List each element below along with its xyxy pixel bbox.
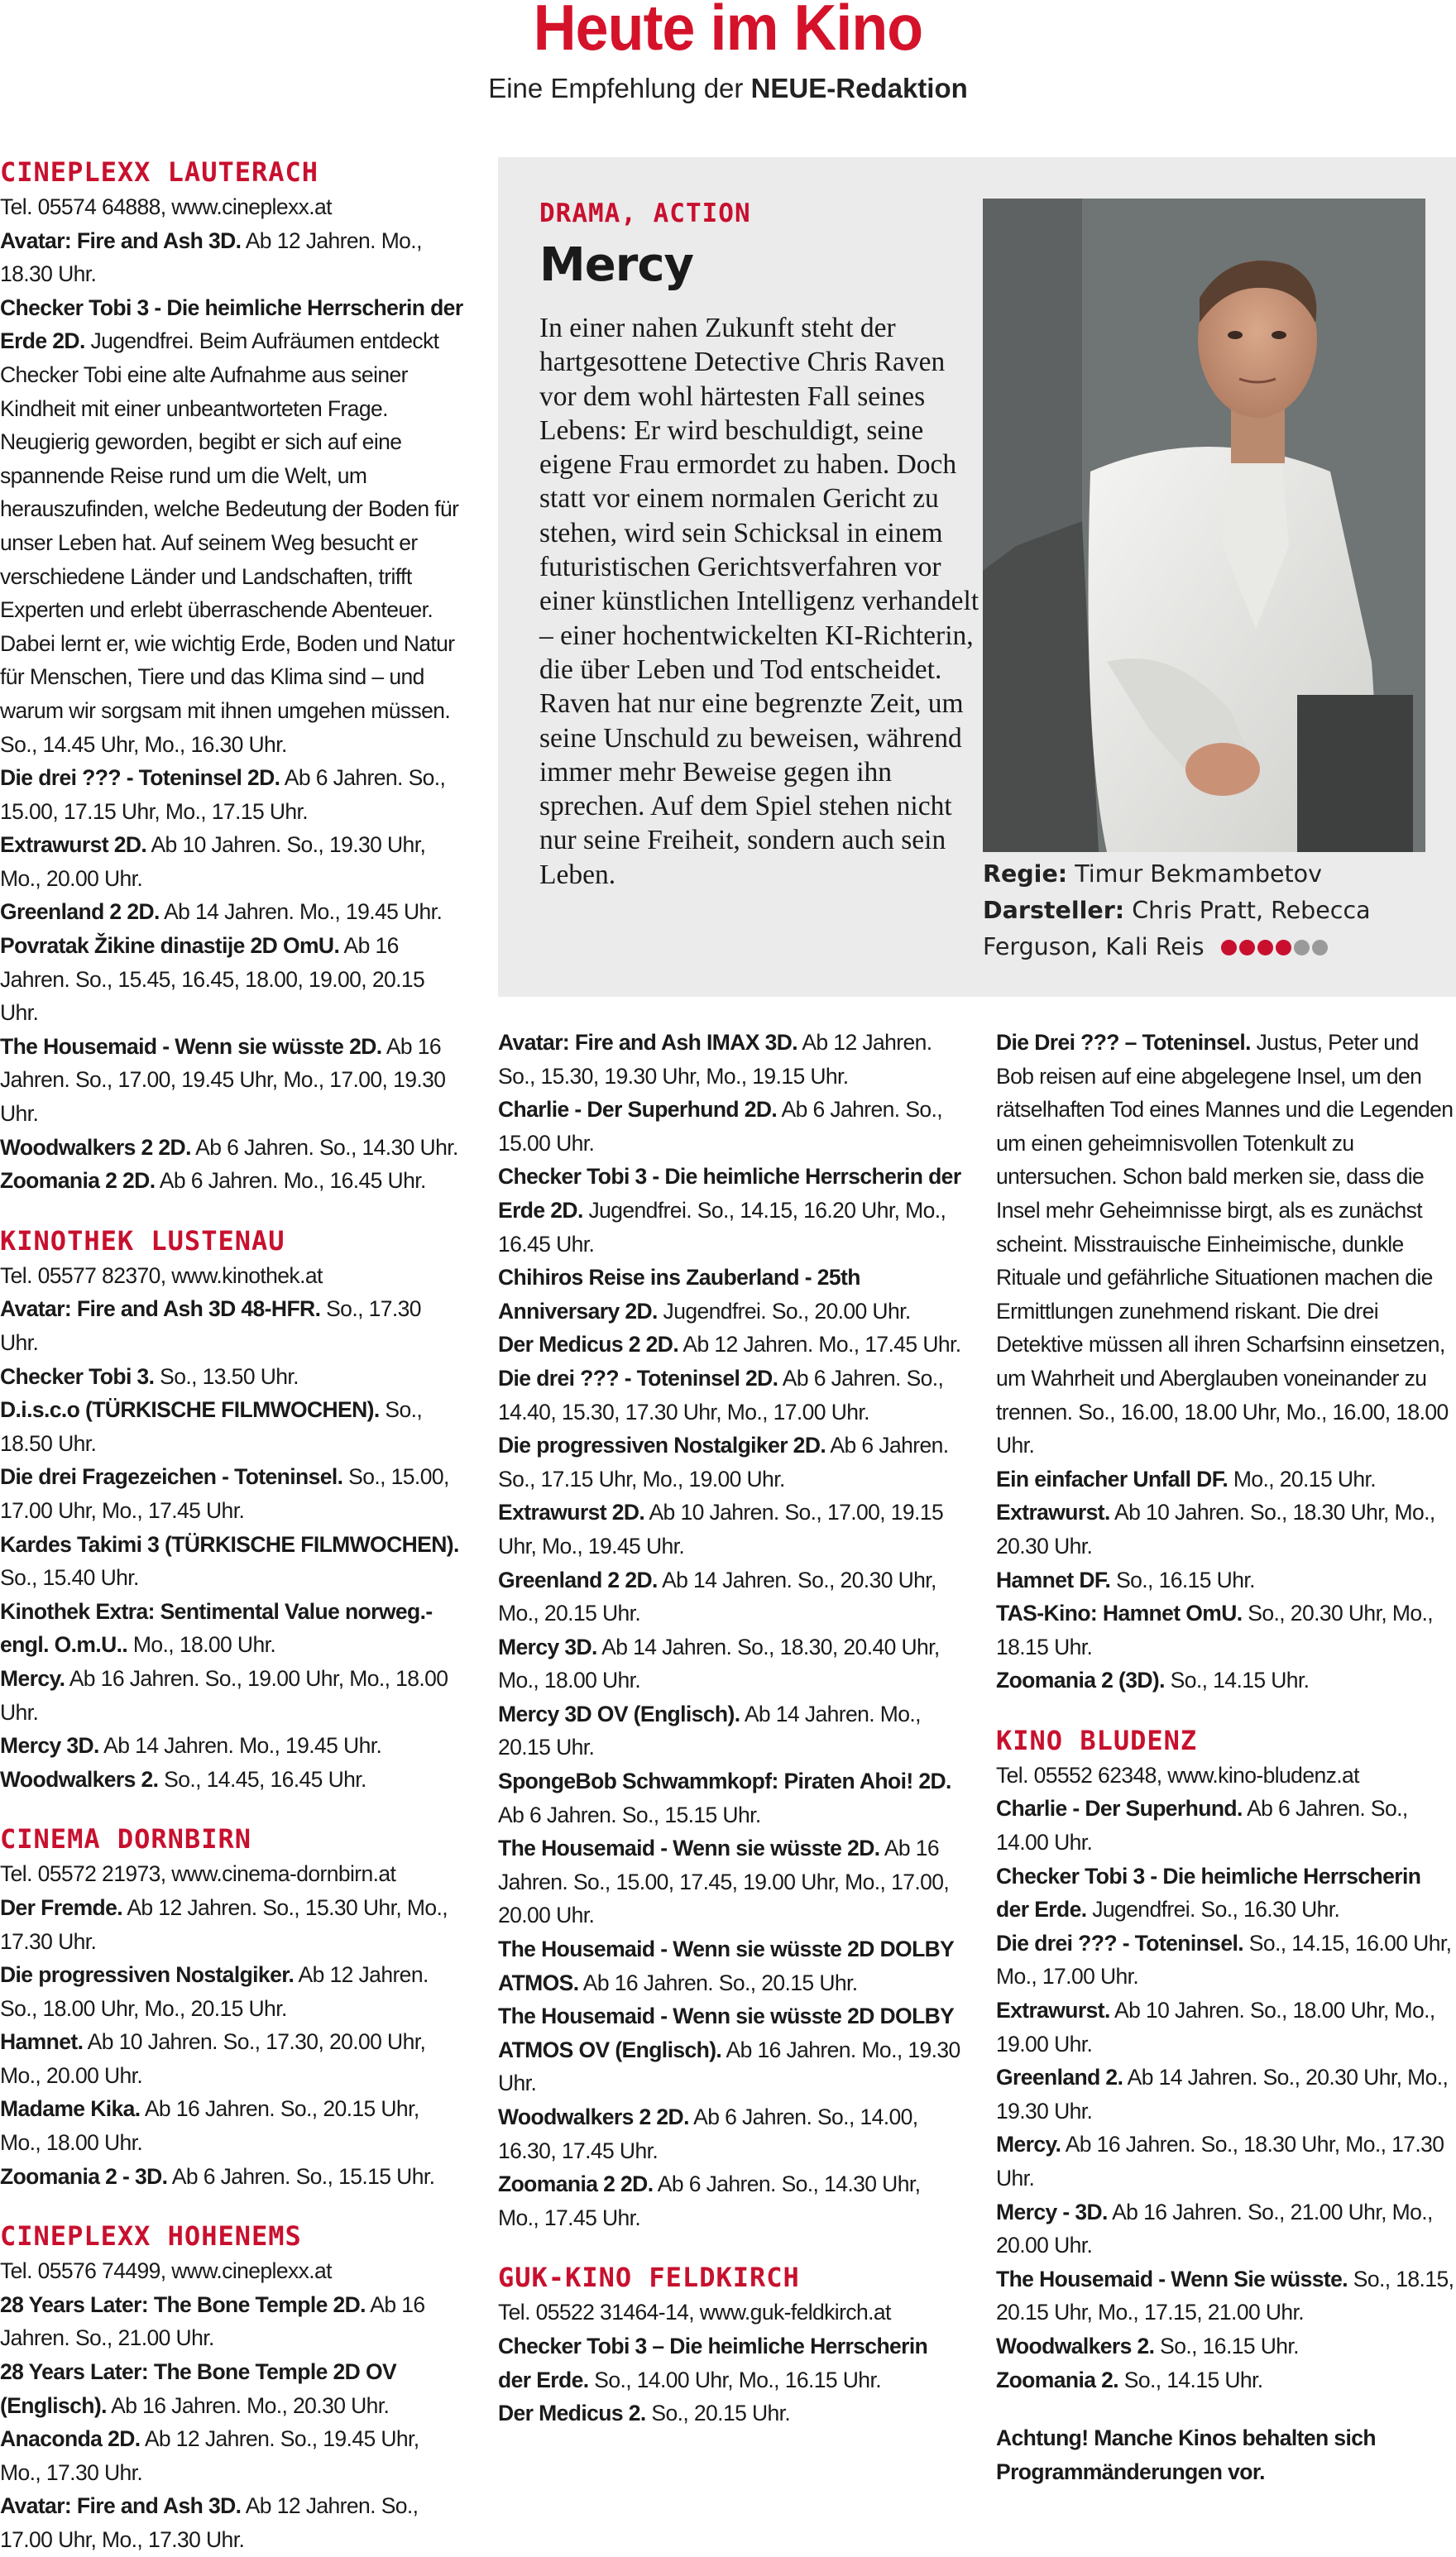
movie-title: The Housemaid - Wenn sie wüsste 2D.: [0, 1033, 382, 1059]
cinema-name: KINOTHEK LUSTENAU: [0, 1224, 285, 1257]
movie-title: Die drei Fragezeichen - Toteninsel.: [0, 1464, 343, 1490]
cinema-contact: Tel. 05577 82370, www.kinothek.at: [0, 1262, 323, 1288]
movie-showtimes: Ab 16 Jahren. So., 20.15 Uhr, Mo., 18.00 Uhr.: [0, 2096, 419, 2156]
movie-showtimes: So., 14.00 Uhr, Mo., 16.15 Uhr.: [588, 2367, 881, 2392]
movie-showtimes: So., 14.15 Uhr.: [1164, 1668, 1310, 1693]
movie-title: Mercy 3D.: [0, 1733, 99, 1759]
movie-showtimes: Ab 6 Jahren. Mo., 16.45 Uhr.: [155, 1168, 426, 1194]
movie-showtimes: Ab 16 Jahren. So., 15.45, 16.45, 18.00, 19.00, 20.15 Uhr.: [0, 933, 425, 1026]
movie-listing: [0, 1958, 463, 2025]
movie-title: Madame Kika.: [0, 2096, 141, 2122]
movie-listing: [498, 2397, 965, 2430]
movie-title: Charlie - Der Superhund 2D.: [498, 1097, 778, 1123]
movie-listing: [996, 1026, 1456, 1463]
cinema-contact: Tel. 05572 21973, www.cinema-dornbirn.at: [0, 1861, 396, 1887]
movie-listing: [0, 895, 463, 929]
movie-listing: [498, 1999, 965, 2100]
movie-listing: [498, 1261, 965, 1328]
movie-title: Zoomania 2 2D.: [498, 2172, 654, 2197]
subtitle-publisher: NEUE-Redaktion: [750, 73, 968, 103]
movie-title: Mercy.: [0, 1665, 65, 1691]
movie-listing: [0, 2355, 463, 2422]
movie-title: Chihiros Reise ins Zauberland - 25th Anniversary 2D.: [498, 1265, 860, 1324]
listing-column-3: [996, 1026, 1456, 2488]
movie-showtimes: Mo., 18.00 Uhr.: [127, 1632, 276, 1658]
movie-showtimes: Ab 12 Jahren. So., 15.30 Uhr, Mo., 17.30 Uhr.: [0, 1894, 448, 1954]
movie-listing: [498, 2100, 965, 2167]
movie-showtimes: So., 15.00, 17.00 Uhr, Mo., 17.45 Uhr.: [0, 1464, 449, 1523]
cinema-name: KINO BLUDENZ: [996, 1724, 1198, 1756]
feature-genre: DRAMA, ACTION: [539, 199, 751, 228]
movie-showtimes: Ab 6 Jahren. So., 15.15 Uhr.: [167, 2163, 435, 2189]
movie-showtimes: So., 18.50 Uhr.: [0, 1397, 423, 1456]
movie-listing: [498, 1697, 965, 1765]
movie-showtimes: Justus, Peter und Bob reisen auf eine abgelegene Insel, um den rätselhaften Tod eines Mannes und die Legenden um einen geheimnisvollen Totenkult zu untersuchen. Schon bald merken sie, dass die Insel mehr Geheimnisse birgt, als es zunächst scheint. Misstrauische Einheimische, dunkle Rituale und gefährliche Situationen machen die Ermittlungen zunehmend riskant. Die drei Detektive müssen all ihren Scharfsinn einsetzen, um Wahrheit und Aberglauben voneinander zu trennen. So., 16.00, 18.00 Uhr, Mo., 16.00, 18.00 Uhr.: [996, 1030, 1454, 1458]
listing-column-1: [0, 154, 463, 2557]
movie-listing: [0, 2489, 463, 2556]
movie-listing: [0, 1729, 463, 1763]
movie-showtimes: Ab 12 Jahren. Mo., 17.45 Uhr.: [678, 1332, 961, 1358]
movie-title: The Housemaid - Wenn sie wüsste 2D DOLBY ATMOS.: [498, 1937, 954, 1995]
subtitle-prefix: Eine Empfehlung der: [488, 73, 751, 103]
movie-listing: [498, 2330, 965, 2397]
actor-photo-illustration: [983, 199, 1425, 852]
block-spacer: [0, 1796, 463, 1821]
cinema-block: [498, 2259, 965, 2430]
movie-title: Extrawurst 2D.: [498, 1500, 645, 1525]
movie-title: Greenland 2 2D.: [498, 1567, 658, 1592]
movie-showtimes: Ab 16 Jahren. So., 21.00 Uhr, Mo., 20.00 Uhr.: [996, 2199, 1433, 2258]
movie-title: 28 Years Later: The Bone Temple 2D OV (Englisch).: [0, 2359, 397, 2418]
movie-showtimes: Ab 16 Jahren. So., 18.30 Uhr, Mo., 17.30 Uhr.: [996, 2132, 1444, 2191]
movie-listing: [0, 1595, 463, 1662]
movie-showtimes: Ab 10 Jahren. So., 17.00, 19.15 Uhr, Mo., 19.45 Uhr.: [498, 1500, 944, 1559]
movie-showtimes: Jugendfrei. So., 14.15, 16.20 Uhr, Mo., 16.45 Uhr.: [498, 1197, 946, 1257]
movie-title: Zoomania 2 2D.: [0, 1168, 156, 1194]
rating-dot-filled: [1221, 940, 1237, 955]
program-change-note: Achtung! Manche Kinos behalten sich Programmänderungen vor.: [996, 2425, 1376, 2484]
movie-title: Checker Tobi 3.: [0, 1363, 155, 1389]
movie-showtimes: Jugendfrei. Beim Aufräumen entdeckt Checker Tobi eine alte Aufnahme aus seiner Kindheit mit einer unbeantworteten Frage. Neugierig geworden, begibt er sich auf eine spannende Reise rund um die Welt, um herauszufinden, welche Bedeutung der Boden für unser Leben hat. Auf seinem Weg besucht er verschiedene Länder und Landschaften, trifft Experten und erlebt überraschende Abenteuer. Dabei lernt er, wie wichtig Erde, Boden und Natur für Menschen, Tiere und das Klima sind – und warum wir sorgsam mit ihnen umgehen müssen. So., 14.45 Uhr, Mo., 16.30 Uhr.: [0, 328, 459, 757]
movie-showtimes: Ab 12 Jahren. So., 15.30, 19.30 Uhr, Mo., 19.15 Uhr.: [498, 1030, 932, 1089]
movie-title: Extrawurst 2D.: [0, 832, 147, 858]
movie-title: The Housemaid - Wenn sie wüsste 2D.: [498, 1836, 880, 1861]
rating-dot-empty: [1312, 940, 1328, 955]
movie-title: The Housemaid - Wenn Sie wüsste.: [996, 2266, 1348, 2291]
movie-listing: [0, 2025, 463, 2092]
movie-title: Zoomania 2 (3D).: [996, 1668, 1165, 1693]
movie-showtimes: So., 20.15 Uhr.: [645, 2401, 791, 2426]
movie-title: Anaconda 2D.: [0, 2426, 141, 2452]
movie-listing: [498, 1765, 965, 1832]
movie-title: Povratak Žikine dinastije 2D OmU.: [0, 933, 340, 959]
movie-showtimes: Ab 6 Jahren. So., 15.00 Uhr.: [498, 1097, 943, 1156]
movie-title: Zoomania 2.: [996, 2367, 1119, 2392]
rating-dot-filled: [1239, 940, 1255, 955]
movie-listing: [0, 1131, 463, 1165]
director-name: Timur Bekmambetov: [1075, 860, 1322, 888]
movie-title: Checker Tobi 3 – Die heimliche Herrscherin der Erde.: [498, 2333, 928, 2392]
movie-showtimes: Jugendfrei. So., 16.30 Uhr.: [1086, 1897, 1340, 1923]
movie-listing: [498, 1496, 965, 1563]
movie-showtimes: Ab 6 Jahren. So., 14.30 Uhr.: [190, 1134, 458, 1160]
movie-title: Ein einfacher Unfall DF.: [996, 1466, 1228, 1492]
movie-title: Die drei ??? - Toteninsel.: [996, 1930, 1243, 1956]
movie-listing: [996, 1994, 1456, 2061]
movie-listing: [996, 2128, 1456, 2195]
movie-showtimes: Ab 14 Jahren. Mo., 19.45 Uhr.: [98, 1733, 382, 1759]
movie-title: Woodwalkers 2.: [0, 1766, 159, 1792]
movie-showtimes: Ab 14 Jahren. Mo., 20.15 Uhr.: [498, 1701, 921, 1760]
movie-title: Mercy 3D OV (Englisch).: [498, 1701, 740, 1726]
movie-listing: [498, 1160, 965, 1261]
movie-showtimes: Ab 12 Jahren. So., 18.00 Uhr, Mo., 20.15 Uhr.: [0, 1962, 429, 2021]
movie-title: Greenland 2 2D.: [0, 899, 160, 925]
movie-showtimes: Ab 14 Jahren. So., 20.30 Uhr, Mo., 20.15 Uhr.: [498, 1567, 936, 1626]
movie-listing: [996, 1597, 1456, 1664]
movie-listing: [0, 2092, 463, 2159]
movie-title: Die drei ??? - Toteninsel 2D.: [498, 1365, 778, 1391]
movie-showtimes: Ab 12 Jahren. So., 17.00 Uhr, Mo., 17.30 Uhr.: [0, 2493, 419, 2552]
movie-showtimes: Ab 14 Jahren. Mo., 19.45 Uhr.: [159, 899, 443, 925]
movie-title: Woodwalkers 2 2D.: [498, 2104, 689, 2129]
movie-title: Der Medicus 2.: [498, 2401, 646, 2426]
movie-showtimes: Ab 6 Jahren. So., 14.30 Uhr, Mo., 17.45 Uhr.: [498, 2172, 921, 2230]
movie-showtimes: Ab 16 Jahren. So., 19.00 Uhr, Mo., 18.00 Uhr.: [0, 1665, 448, 1725]
movie-listing: [498, 1362, 965, 1429]
block-spacer: [0, 2193, 463, 2218]
movie-title: Die progressiven Nostalgiker.: [0, 1962, 295, 1988]
movie-listing: [0, 929, 463, 1030]
movie-title: Charlie - Der Superhund.: [996, 1796, 1243, 1822]
feature-title: Mercy: [539, 238, 694, 292]
movie-listing: [0, 2288, 463, 2355]
movie-showtimes: So., 18.15, 20.15 Uhr, Mo., 17.15, 21.00 Uhr.: [996, 2266, 1454, 2325]
movie-title: Der Fremde.: [0, 1894, 123, 1920]
movie-title: Mercy.: [996, 2132, 1061, 2157]
movie-showtimes: So., 14.15, 16.00 Uhr, Mo., 17.00 Uhr.: [996, 1930, 1452, 1990]
movie-listing: [498, 1630, 965, 1697]
movie-listing: [0, 1292, 463, 1359]
movie-listing: [498, 1932, 965, 1999]
movie-listing: [996, 2195, 1456, 2263]
movie-listing: [996, 1664, 1456, 1697]
block-spacer: [996, 1697, 1456, 1722]
page-subtitle: [0, 73, 1456, 104]
movie-title: Zoomania 2 - 3D.: [0, 2163, 168, 2189]
movie-title: Checker Tobi 3 - Die heimliche Herrscherin der Erde.: [996, 1863, 1421, 1923]
cinema-block: [0, 1223, 463, 1797]
rating-dot-empty: [1294, 940, 1310, 955]
feature-box: [498, 157, 1456, 997]
movie-listing: [0, 1460, 463, 1527]
movie-showtimes: Ab 12 Jahren. Mo., 18.30 Uhr.: [0, 227, 422, 287]
movie-title: Extrawurst.: [996, 1500, 1110, 1525]
movie-listing: [996, 2330, 1456, 2363]
cast-names: Chris Pratt, Rebecca Ferguson, Kali Reis: [983, 897, 1371, 960]
cinema-block: [0, 1821, 463, 2193]
movie-showtimes: Ab 14 Jahren. So., 20.30 Uhr, Mo., 19.30 Uhr.: [996, 2065, 1449, 2124]
cinema-contact: Tel. 05552 62348, www.kino-bludenz.at: [996, 1762, 1359, 1788]
page-title: Heute im Kino: [533, 0, 923, 64]
movie-showtimes: Ab 6 Jahren. So., 15.15 Uhr.: [498, 1802, 761, 1827]
movie-listing: [0, 1891, 463, 1958]
movie-listing: [498, 1026, 965, 1093]
movie-showtimes: So., 14.15 Uhr.: [1118, 2367, 1263, 2392]
cinema-contact: Tel. 05574 64888, www.cineplexx.at: [0, 194, 332, 219]
movie-title: Die Drei ??? – Toteninsel.: [996, 1030, 1251, 1055]
movie-listing: [996, 2061, 1456, 2128]
cinema-name: CINEPLEXX HOHENEMS: [0, 2220, 302, 2253]
movie-listing: [498, 1563, 965, 1630]
movie-showtimes: Ab 6 Jahren. So., 14.00, 16.30, 17.45 Uhr.: [498, 2104, 918, 2163]
movie-showtimes: Ab 6 Jahren. So., 14.40, 15.30, 17.30 Uhr, Mo., 17.00 Uhr.: [498, 1365, 944, 1425]
movie-showtimes: Ab 10 Jahren. So., 19.30 Uhr, Mo., 20.00 Uhr.: [0, 832, 426, 891]
movie-listing: [498, 1328, 965, 1362]
cinema-block: [0, 154, 463, 1198]
director-line: [983, 856, 1446, 893]
movie-listing: [0, 291, 463, 761]
movie-title: SpongeBob Schwammkopf: Piraten Ahoi! 2D.: [498, 1769, 951, 1794]
rating-dots: [1221, 930, 1330, 966]
movie-title: Avatar: Fire and Ash IMAX 3D.: [498, 1030, 798, 1055]
movie-title: The Housemaid - Wenn sie wüsste 2D DOLBY ATMOS OV (Englisch).: [498, 2004, 954, 2062]
movie-showtimes: So., 16.15 Uhr.: [1110, 1567, 1255, 1592]
movie-listing: [498, 1093, 965, 1160]
movie-listing: [0, 1360, 463, 1394]
movie-listing: [996, 2263, 1456, 2330]
movie-showtimes: Ab 16 Jahren. Mo., 19.30 Uhr.: [498, 2037, 960, 2096]
cinema-contact: Tel. 05522 31464-14, www.guk-feldkirch.at: [498, 2300, 891, 2325]
movie-title: Extrawurst.: [996, 1998, 1110, 2023]
movie-listing: [996, 1563, 1456, 1597]
movie-title: 28 Years Later: The Bone Temple 2D.: [0, 2291, 366, 2317]
feature-synopsis: In einer nahen Zukunft steht der hartgesottene Detective Chris Raven vor dem wohl härtesten Fall seines Lebens: Er wird beschuldigt, seine eigene Frau ermordet zu haben. Doch statt vor einem normalen Gericht zu stehen, wird sein Schicksal in einem futuristischen Gerichtsverfahren vor einer künstlichen Intelligenz verhandelt – einer hochentwickelten KI-Richterin, die über Leben und Tod entscheidet. Raven hat nur eine begrenzte Zeit, um seine Unschuld zu beweisen, während immer mehr Beweise gegen ihn sprechen. Auf dem Spiel stehen nicht nur seine Freiheit, sondern auch sein Leben.: [539, 313, 979, 890]
cinema-name: CINEPLEXX LAUTERACH: [0, 156, 319, 188]
movie-title: Woodwalkers 2 2D.: [0, 1134, 191, 1160]
listing-column-2: [498, 1026, 965, 2430]
movie-listing: [996, 1496, 1456, 1563]
movie-title: Woodwalkers 2.: [996, 2333, 1155, 2358]
block-spacer: [996, 2397, 1456, 2421]
movie-listing: [0, 828, 463, 895]
movie-showtimes: Ab 16 Jahren. So., 15.00, 17.45, 19.00 Uhr, Mo., 17.00, 20.00 Uhr.: [498, 1836, 950, 1928]
cinema-block: [996, 1722, 1456, 2397]
movie-listing: [996, 1860, 1456, 1927]
movie-showtimes: Ab 16 Jahren. So., 20.15 Uhr.: [578, 1970, 858, 1995]
movie-showtimes: Ab 16 Jahren. So., 17.00, 19.45 Uhr, Mo., 17.00, 19.30 Uhr.: [0, 1033, 446, 1127]
rating-dot-filled: [1276, 940, 1291, 955]
movie-listing: [996, 1792, 1456, 1859]
movie-listing: [498, 2167, 965, 2234]
movie-title: D.i.s.c.o (TÜRKISCHE FILMWOCHEN).: [0, 1397, 380, 1423]
movie-listing: [0, 1662, 463, 1729]
movie-showtimes: So., 17.30 Uhr.: [0, 1296, 421, 1355]
movie-listing: [0, 1528, 463, 1595]
movie-listing: [498, 1832, 965, 1932]
movie-showtimes: Ab 16 Jahren. Mo., 20.30 Uhr.: [106, 2392, 390, 2418]
director-label: Regie:: [983, 860, 1068, 888]
movie-title: Die drei ??? - Toteninsel 2D.: [0, 765, 280, 791]
movie-title: Avatar: Fire and Ash 3D.: [0, 2493, 242, 2519]
cinema-block: [0, 2218, 463, 2556]
movie-title: Der Medicus 2 2D.: [498, 1332, 679, 1358]
movie-showtimes: Ab 12 Jahren. So., 19.45 Uhr, Mo., 17.30 Uhr.: [0, 2426, 419, 2485]
movie-showtimes: Ab 6 Jahren. So., 14.00 Uhr.: [996, 1796, 1408, 1856]
cast-line: [983, 893, 1446, 966]
movie-listing: [996, 2363, 1456, 2397]
cinema-block: [498, 1026, 965, 2234]
movie-showtimes: Ab 10 Jahren. So., 17.30, 20.00 Uhr, Mo., 20.00 Uhr.: [0, 2029, 426, 2088]
movie-title: Checker Tobi 3 - Die heimliche Herrscherin der Erde 2D.: [0, 294, 463, 354]
movie-listing: [0, 761, 463, 828]
movie-showtimes: Ab 10 Jahren. So., 18.30 Uhr, Mo., 20.30 Uhr.: [996, 1500, 1435, 1559]
movie-showtimes: Ab 14 Jahren. So., 18.30, 20.40 Uhr, Mo., 18.00 Uhr.: [498, 1634, 940, 1693]
movie-title: Checker Tobi 3 - Die heimliche Herrscherin der Erde 2D.: [498, 1164, 961, 1223]
rating-dot-filled: [1257, 940, 1273, 955]
cast-label: Darsteller:: [983, 897, 1125, 924]
movie-title: Die progressiven Nostalgiker 2D.: [498, 1433, 826, 1458]
cinema-name: CINEMA DORNBIRN: [0, 1823, 251, 1856]
block-spacer: [498, 2234, 965, 2259]
movie-showtimes: Ab 6 Jahren. So., 15.00, 17.15 Uhr, Mo., 17.15 Uhr.: [0, 765, 446, 824]
movie-listing: [0, 2160, 463, 2194]
movie-title: Avatar: Fire and Ash 3D.: [0, 227, 242, 253]
movie-showtimes: So., 16.15 Uhr.: [1154, 2333, 1299, 2358]
feature-photo: [983, 199, 1425, 852]
cinema-contact: Tel. 05576 74499, www.cineplexx.at: [0, 2258, 332, 2284]
movie-listing: [996, 1463, 1456, 1496]
movie-listing: [0, 224, 463, 291]
movie-title: TAS-Kino: Hamnet OmU.: [996, 1601, 1243, 1626]
movie-showtimes: So., 20.30 Uhr, Mo., 18.15 Uhr.: [996, 1601, 1433, 1659]
block-spacer: [0, 1198, 463, 1223]
movie-showtimes: Ab 6 Jahren. So., 17.15 Uhr, Mo., 19.00 Uhr.: [498, 1433, 949, 1492]
movie-showtimes: Mo., 20.15 Uhr.: [1228, 1466, 1377, 1492]
movie-listing: [498, 1429, 965, 1496]
movie-title: Avatar: Fire and Ash 3D 48-HFR.: [0, 1296, 321, 1322]
movie-listing: [0, 1393, 463, 1460]
movie-showtimes: So., 15.40 Uhr.: [0, 1565, 139, 1591]
movie-title: Mercy 3D.: [498, 1634, 597, 1659]
movie-title: Mercy - 3D.: [996, 2199, 1108, 2224]
movie-listing: [0, 1164, 463, 1198]
cinema-block: [996, 1026, 1456, 1697]
movie-title: Kinothek Extra: Sentimental Value norweg.-engl. O.m.U..: [0, 1598, 433, 1658]
movie-showtimes: So., 14.45, 16.45 Uhr.: [158, 1766, 366, 1792]
cinema-name: GUK-KINO FELDKIRCH: [498, 2262, 800, 2294]
feature-credits: [983, 856, 1446, 966]
movie-listing: [0, 1763, 463, 1797]
movie-listing: [996, 1927, 1456, 1994]
movie-listing: [0, 2422, 463, 2489]
movie-title: Hamnet DF.: [996, 1567, 1111, 1592]
movie-title: Kardes Takimi 3 (TÜRKISCHE FILMWOCHEN).: [0, 1531, 459, 1557]
movie-showtimes: Ab 10 Jahren. So., 18.00 Uhr, Mo., 19.00 Uhr.: [996, 1998, 1435, 2057]
movie-listing: [0, 1030, 463, 1131]
movie-title: Greenland 2.: [996, 2065, 1123, 2090]
movie-title: Hamnet.: [0, 2029, 84, 2055]
movie-showtimes: Ab 16 Jahren. So., 21.00 Uhr.: [0, 2291, 425, 2351]
cinema-block: [996, 2421, 1456, 2488]
movie-showtimes: Jugendfrei. So., 20.00 Uhr.: [657, 1298, 911, 1324]
movie-showtimes: So., 13.50 Uhr.: [154, 1363, 299, 1389]
